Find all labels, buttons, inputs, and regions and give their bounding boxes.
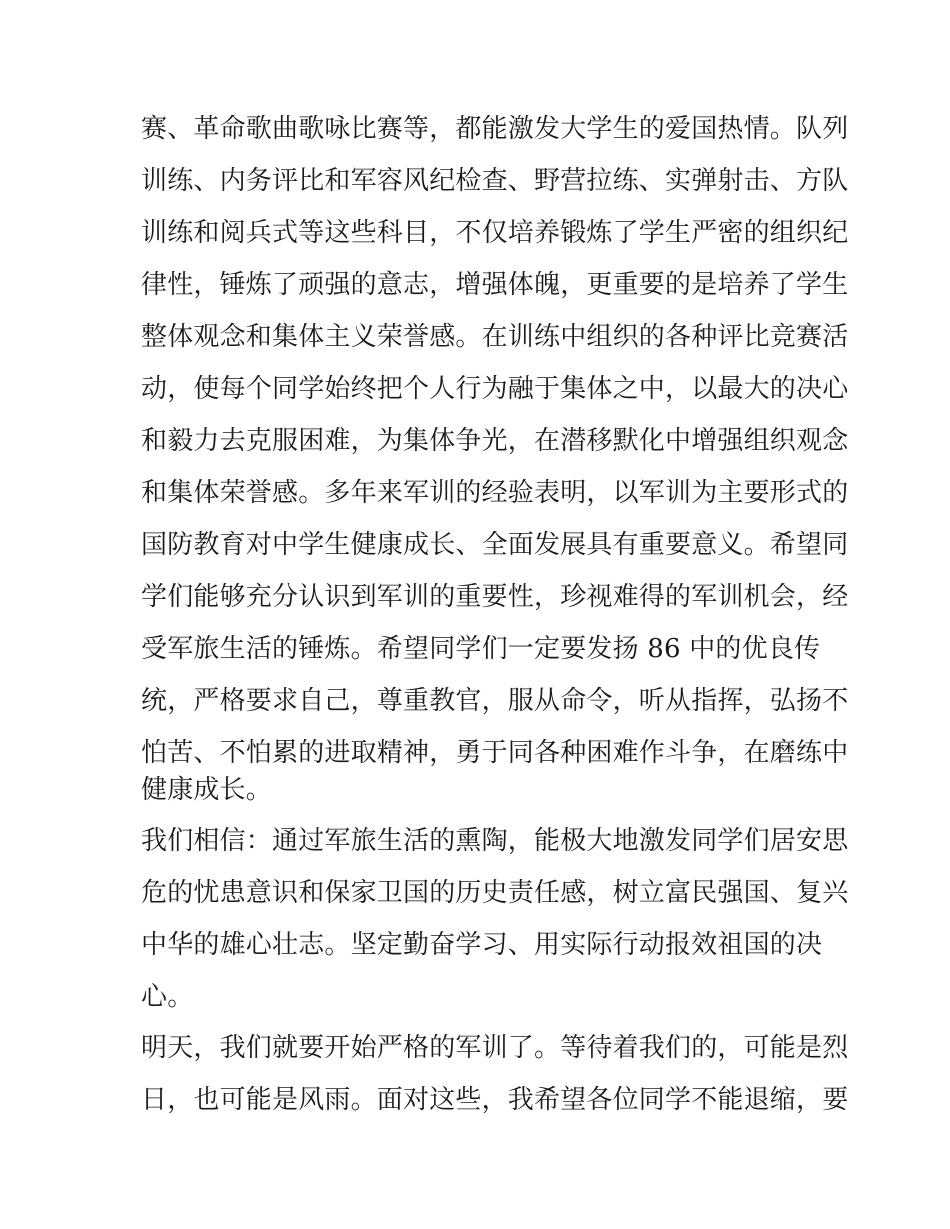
text-line: 怕苦、不怕累的进取精神，勇于同各种困难作斗争，在磨练中 (141, 738, 849, 768)
text-line: 赛、革命歌曲歌咏比赛等，都能激发大学生的爱国热情。队列 (141, 114, 849, 144)
text-line: 危的忧患意识和保家卫国的历史责任感，树立富民强国、复兴 (141, 878, 849, 908)
text-line: 学们能够充分认识到军训的重要性，珍视难得的军训机会，经 (141, 582, 849, 612)
text-line: 训练、内务评比和军容风纪检查、野营拉练、实弹射击、方队 (141, 166, 849, 196)
text-line: 整体观念和集体主义荣誉感。在训练中组织的各种评比竞赛活 (141, 322, 849, 352)
text-line: 国防教育对中学生健康成长、全面发展具有重要意义。希望同 (141, 530, 849, 560)
text-line: 明天，我们就要开始严格的军训了。等待着我们的，可能是烈 (141, 1033, 849, 1063)
text-line: 统，严格要求自己，尊重教官，服从命令，听从指挥，弘扬不 (141, 686, 849, 716)
text-line: 心。 (141, 982, 194, 1012)
text-line: 健康成长。 (141, 775, 273, 805)
text-line: 日，也可能是风雨。面对这些，我希望各位同学不能退缩，要 (141, 1085, 849, 1115)
text-line: 受军旅生活的锤炼。希望同学们一定要发扬 86 中的优良传 (141, 634, 821, 664)
text-line: 中华的雄心壮志。坚定勤奋学习、用实际行动报效祖国的决 (141, 930, 823, 960)
text-line: 训练和阅兵式等这些科目，不仅培养锻炼了学生严密的组织纪 (141, 218, 849, 248)
text-line: 和毅力去克服困难，为集体争光，在潜移默化中增强组织观念 (141, 426, 849, 456)
text-line: 和集体荣誉感。多年来军训的经验表明，以军训为主要形式的 (141, 478, 849, 508)
text-line: 律性，锤炼了顽强的意志，增强体魄，更重要的是培养了学生 (141, 270, 849, 300)
text-line: 动，使每个同学始终把个人行为融于集体之中，以最大的决心 (141, 374, 849, 404)
text-line: 我们相信：通过军旅生活的熏陶，能极大地激发同学们居安思 (141, 826, 849, 856)
